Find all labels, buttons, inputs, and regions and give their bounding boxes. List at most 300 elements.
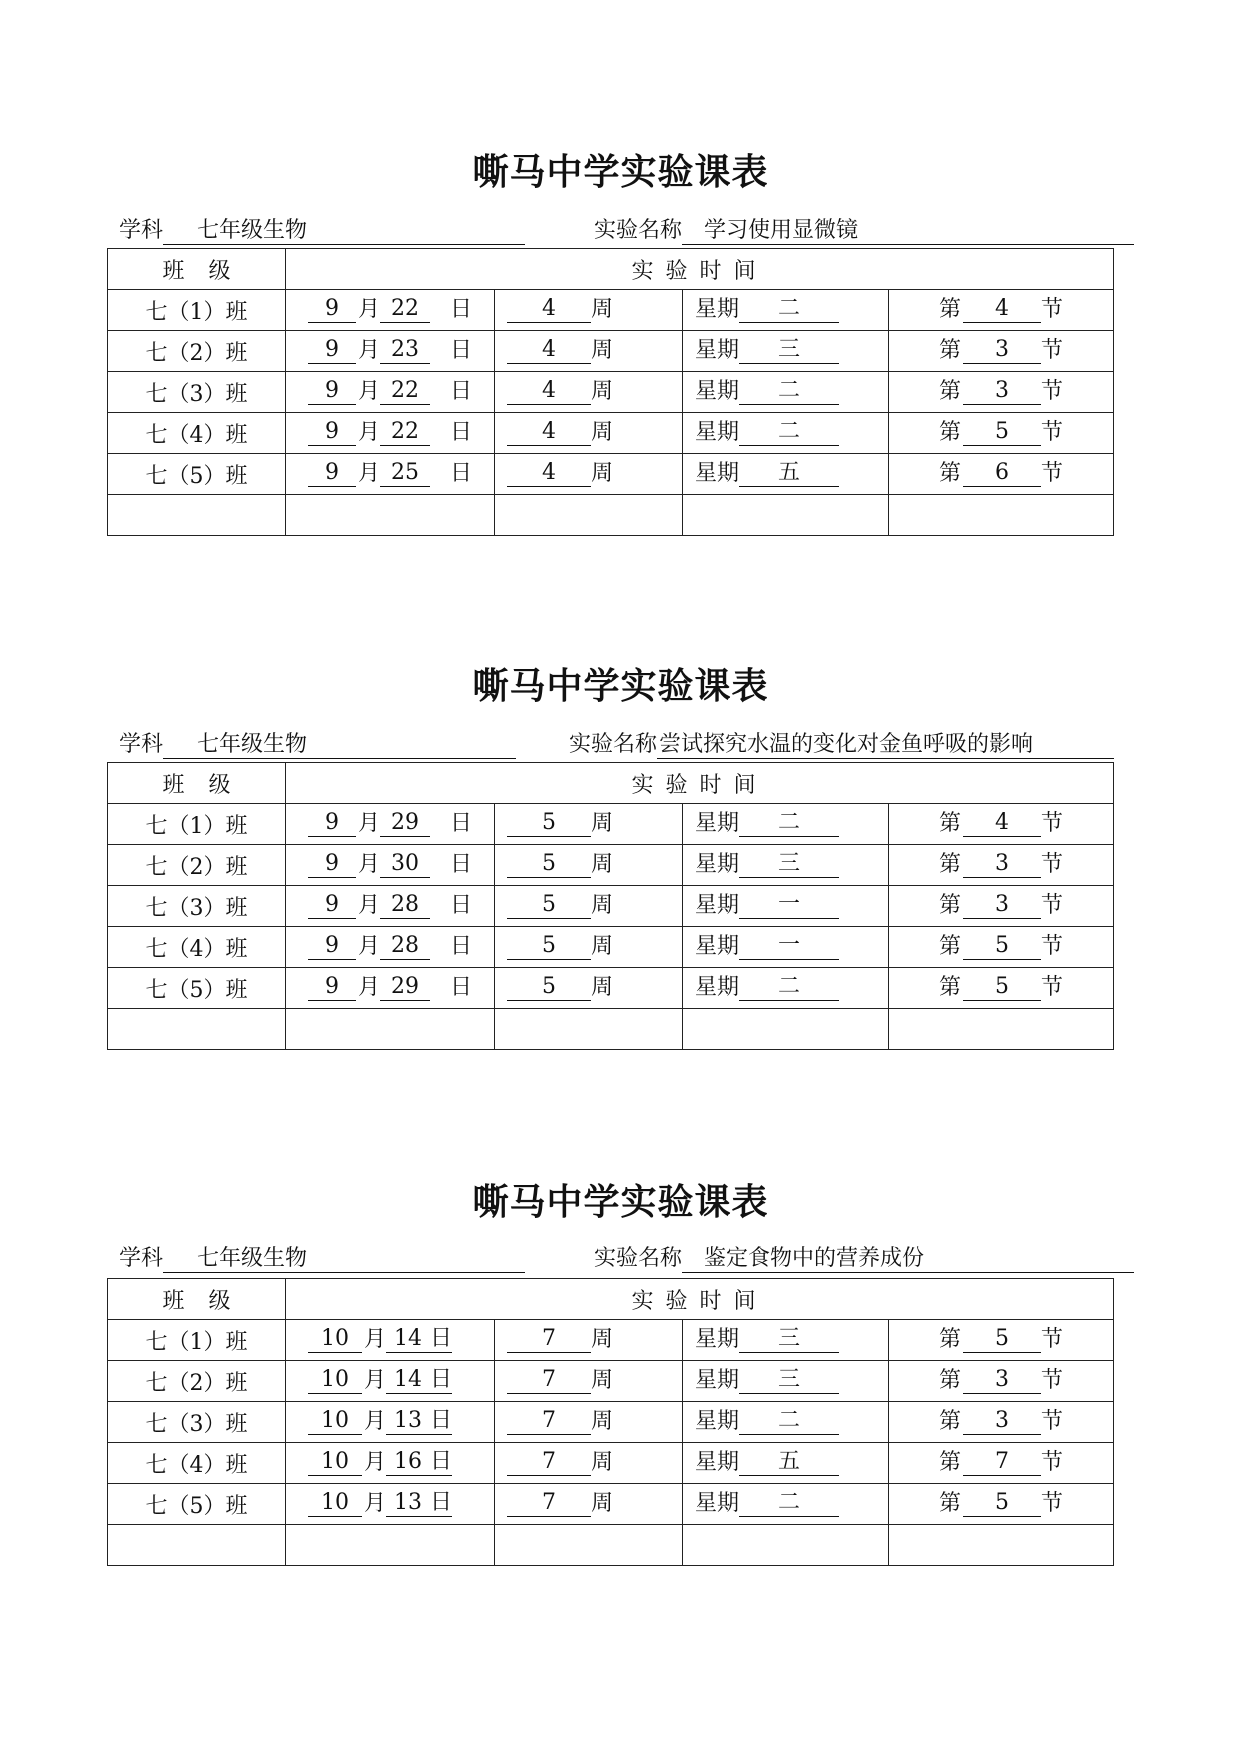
table-row <box>108 886 1114 927</box>
period-prefix: 第 <box>939 893 962 918</box>
date-cell <box>286 968 495 1009</box>
weekday-prefix: 星期 <box>695 852 740 877</box>
week-unit: 周 <box>591 934 614 959</box>
period-prefix: 第 <box>939 379 962 404</box>
period-value: 3 <box>963 1408 1041 1435</box>
period-prefix: 第 <box>939 420 962 445</box>
week-unit: 周 <box>591 379 614 404</box>
week-cell <box>495 804 683 845</box>
month-value: 9 <box>308 933 356 960</box>
week-value: 7 <box>507 1408 591 1435</box>
schedule-title: 嘶马中学实验课表 <box>472 665 769 707</box>
week-cell <box>495 845 683 886</box>
subject-line <box>119 217 525 245</box>
day-unit: 日 <box>450 338 473 363</box>
table-row <box>108 968 1114 1009</box>
date-cell <box>286 1402 495 1443</box>
subject-value: 七年级生物 <box>197 1246 308 1271</box>
header-time: 实验时间 <box>286 249 1114 290</box>
table-row <box>108 1443 1114 1484</box>
day-unit: 日 <box>430 1326 453 1351</box>
experiment-label: 实验名称 <box>594 218 683 243</box>
weekday-cell <box>683 454 889 495</box>
period-value: 4 <box>963 296 1041 323</box>
class-cell: 七（1）班 <box>108 290 286 331</box>
week-unit: 周 <box>591 461 614 486</box>
class-cell: 七（1）班 <box>108 1320 286 1361</box>
week-value: 5 <box>507 892 591 919</box>
table-row <box>108 927 1114 968</box>
empty-cell <box>683 1009 889 1050</box>
period-cell <box>889 968 1114 1009</box>
period-value: 5 <box>963 974 1041 1001</box>
weekday-prefix: 星期 <box>695 1368 740 1393</box>
class-cell: 七（2）班 <box>108 845 286 886</box>
period-value: 3 <box>963 378 1041 405</box>
weekday-prefix: 星期 <box>695 1409 740 1434</box>
week-value: 7 <box>507 1449 591 1476</box>
weekday-cell <box>683 1320 889 1361</box>
date-cell <box>286 413 495 454</box>
day-unit: 日 <box>430 1408 453 1433</box>
experiment-field <box>657 732 1114 759</box>
weekday-prefix: 星期 <box>695 461 740 486</box>
subject-label: 学科 <box>119 1246 164 1271</box>
experiment-line <box>569 731 1114 759</box>
weekday-value: 三 <box>739 1367 839 1394</box>
week-unit: 周 <box>591 1450 614 1475</box>
class-cell: 七（3）班 <box>108 1402 286 1443</box>
month-unit: 月 <box>358 420 381 445</box>
weekday-value: 二 <box>739 296 839 323</box>
empty-row <box>108 495 1114 536</box>
day-unit: 日 <box>430 1367 453 1392</box>
experiment-field <box>682 218 1134 245</box>
schedule-table <box>107 1278 1114 1566</box>
table-row <box>108 845 1114 886</box>
day-unit: 日 <box>450 934 473 959</box>
day-value: 22 <box>380 419 430 446</box>
week-cell <box>495 290 683 331</box>
period-suffix: 节 <box>1041 461 1064 486</box>
period-prefix: 第 <box>939 1368 962 1393</box>
weekday-prefix: 星期 <box>695 1450 740 1475</box>
week-cell <box>495 1443 683 1484</box>
class-cell: 七（1）班 <box>108 804 286 845</box>
week-cell <box>495 1361 683 1402</box>
period-cell <box>889 886 1114 927</box>
period-prefix: 第 <box>939 852 962 877</box>
date-cell <box>286 1443 495 1484</box>
week-unit: 周 <box>591 420 614 445</box>
weekday-prefix: 星期 <box>695 893 740 918</box>
week-cell <box>495 372 683 413</box>
week-value: 7 <box>507 1490 591 1517</box>
experiment-value: 尝试探究水温的变化对金鱼呼吸的影响 <box>659 732 1034 757</box>
month-value: 9 <box>308 419 356 446</box>
subject-value: 七年级生物 <box>197 218 308 243</box>
week-value: 7 <box>507 1326 591 1353</box>
weekday-value: 二 <box>739 1408 839 1435</box>
period-suffix: 节 <box>1041 1450 1064 1475</box>
weekday-cell <box>683 1361 889 1402</box>
empty-cell <box>683 1525 889 1566</box>
weekday-cell <box>683 845 889 886</box>
table-row <box>108 1361 1114 1402</box>
empty-cell <box>889 1525 1114 1566</box>
weekday-cell <box>683 331 889 372</box>
header-time: 实验时间 <box>286 1279 1114 1320</box>
week-unit: 周 <box>591 893 614 918</box>
month-value: 10 <box>308 1326 362 1353</box>
subject-field <box>163 1246 525 1273</box>
period-suffix: 节 <box>1041 338 1064 363</box>
subject-label: 学科 <box>119 732 164 757</box>
header-row <box>108 249 1114 290</box>
day-value: 29 <box>380 974 430 1001</box>
day-unit: 日 <box>450 461 473 486</box>
day-value: 30 <box>380 851 430 878</box>
class-cell: 七（4）班 <box>108 927 286 968</box>
empty-cell <box>108 1525 286 1566</box>
period-prefix: 第 <box>939 811 962 836</box>
period-prefix: 第 <box>939 934 962 959</box>
month-value: 9 <box>308 296 356 323</box>
month-value: 9 <box>308 810 356 837</box>
class-cell: 七（3）班 <box>108 886 286 927</box>
weekday-prefix: 星期 <box>695 338 740 363</box>
date-cell <box>286 927 495 968</box>
weekday-value: 一 <box>739 933 839 960</box>
week-cell <box>495 413 683 454</box>
weekday-cell <box>683 968 889 1009</box>
month-unit: 月 <box>358 811 381 836</box>
weekday-value: 三 <box>739 851 839 878</box>
period-cell <box>889 845 1114 886</box>
month-unit: 月 <box>358 297 381 322</box>
experiment-value: 学习使用显微镜 <box>704 218 859 243</box>
schedule-title: 嘶马中学实验课表 <box>472 151 769 193</box>
week-unit: 周 <box>591 1368 614 1393</box>
schedule-table <box>107 248 1114 536</box>
month-unit: 月 <box>358 975 381 1000</box>
class-cell: 七（4）班 <box>108 1443 286 1484</box>
week-cell <box>495 968 683 1009</box>
period-suffix: 节 <box>1041 1327 1064 1352</box>
week-value: 4 <box>507 419 591 446</box>
class-cell: 七（4）班 <box>108 413 286 454</box>
day-unit: 日 <box>450 852 473 877</box>
month-unit: 月 <box>358 338 381 363</box>
month-unit: 月 <box>364 1368 387 1393</box>
month-value: 9 <box>308 460 356 487</box>
month-value: 10 <box>308 1490 362 1517</box>
week-unit: 周 <box>591 975 614 1000</box>
month-value: 9 <box>308 851 356 878</box>
day-unit: 日 <box>450 893 473 918</box>
period-prefix: 第 <box>939 1491 962 1516</box>
week-value: 4 <box>507 296 591 323</box>
date-cell <box>286 331 495 372</box>
week-value: 5 <box>507 851 591 878</box>
week-cell <box>495 454 683 495</box>
empty-cell <box>889 495 1114 536</box>
week-unit: 周 <box>591 297 614 322</box>
weekday-cell <box>683 1484 889 1525</box>
weekday-value: 五 <box>739 460 839 487</box>
period-value: 3 <box>963 337 1041 364</box>
experiment-value: 鉴定食物中的营养成份 <box>704 1246 925 1271</box>
subject-field <box>163 218 525 245</box>
period-prefix: 第 <box>939 1409 962 1434</box>
week-unit: 周 <box>591 1409 614 1434</box>
day-value: 14 <box>386 1326 430 1353</box>
experiment-field <box>682 1246 1134 1273</box>
week-value: 5 <box>507 810 591 837</box>
period-cell <box>889 1484 1114 1525</box>
weekday-cell <box>683 927 889 968</box>
header-class: 班级 <box>108 763 286 804</box>
header-row <box>108 763 1114 804</box>
day-value: 28 <box>380 933 430 960</box>
week-cell <box>495 886 683 927</box>
weekday-value: 一 <box>739 892 839 919</box>
header-class: 班级 <box>108 1279 286 1320</box>
empty-cell <box>108 495 286 536</box>
day-unit: 日 <box>430 1449 453 1474</box>
table-row <box>108 331 1114 372</box>
week-unit: 周 <box>591 1327 614 1352</box>
subject-line <box>119 731 516 759</box>
day-value: 28 <box>380 892 430 919</box>
experiment-line <box>594 217 1134 245</box>
day-unit: 日 <box>450 975 473 1000</box>
period-value: 5 <box>963 933 1041 960</box>
weekday-cell <box>683 804 889 845</box>
weekday-prefix: 星期 <box>695 975 740 1000</box>
weekday-value: 二 <box>739 378 839 405</box>
weekday-cell <box>683 290 889 331</box>
month-value: 9 <box>308 974 356 1001</box>
weekday-prefix: 星期 <box>695 1327 740 1352</box>
date-cell <box>286 886 495 927</box>
month-unit: 月 <box>364 1450 387 1475</box>
period-cell <box>889 290 1114 331</box>
empty-cell <box>286 1525 495 1566</box>
day-value: 29 <box>380 810 430 837</box>
class-cell: 七（3）班 <box>108 372 286 413</box>
schedule-table <box>107 762 1114 1050</box>
period-suffix: 节 <box>1041 1368 1064 1393</box>
month-value: 9 <box>308 337 356 364</box>
month-value: 9 <box>308 892 356 919</box>
weekday-value: 三 <box>739 1326 839 1353</box>
header-row <box>108 1279 1114 1320</box>
day-value: 23 <box>380 337 430 364</box>
month-value: 10 <box>308 1367 362 1394</box>
class-cell: 七（2）班 <box>108 331 286 372</box>
empty-cell <box>286 495 495 536</box>
table-row <box>108 372 1114 413</box>
experiment-label: 实验名称 <box>569 732 658 757</box>
empty-cell <box>495 495 683 536</box>
date-cell <box>286 372 495 413</box>
month-unit: 月 <box>358 893 381 918</box>
period-value: 5 <box>963 419 1041 446</box>
weekday-cell <box>683 1443 889 1484</box>
date-cell <box>286 1361 495 1402</box>
weekday-value: 二 <box>739 1490 839 1517</box>
week-value: 7 <box>507 1367 591 1394</box>
weekday-value: 三 <box>739 337 839 364</box>
period-prefix: 第 <box>939 1450 962 1475</box>
empty-cell <box>683 495 889 536</box>
class-cell: 七（5）班 <box>108 454 286 495</box>
week-value: 5 <box>507 974 591 1001</box>
subject-label: 学科 <box>119 218 164 243</box>
empty-cell <box>495 1009 683 1050</box>
period-suffix: 节 <box>1041 852 1064 877</box>
weekday-prefix: 星期 <box>695 811 740 836</box>
month-unit: 月 <box>358 934 381 959</box>
day-value: 13 <box>386 1490 430 1517</box>
table-row <box>108 1320 1114 1361</box>
month-value: 10 <box>308 1449 362 1476</box>
period-cell <box>889 1320 1114 1361</box>
experiment-line <box>594 1245 1134 1273</box>
day-value: 22 <box>380 296 430 323</box>
week-cell <box>495 927 683 968</box>
period-cell <box>889 927 1114 968</box>
schedule-title: 嘶马中学实验课表 <box>472 1181 769 1223</box>
table-row <box>108 1484 1114 1525</box>
table-row <box>108 290 1114 331</box>
period-suffix: 节 <box>1041 297 1064 322</box>
period-cell <box>889 413 1114 454</box>
weekday-value: 二 <box>739 810 839 837</box>
experiment-label: 实验名称 <box>594 1246 683 1271</box>
period-value: 3 <box>963 1367 1041 1394</box>
date-cell <box>286 454 495 495</box>
day-unit: 日 <box>450 297 473 322</box>
subject-value: 七年级生物 <box>197 732 308 757</box>
weekday-cell <box>683 413 889 454</box>
period-prefix: 第 <box>939 461 962 486</box>
month-value: 10 <box>308 1408 362 1435</box>
week-value: 4 <box>507 378 591 405</box>
week-value: 5 <box>507 933 591 960</box>
period-suffix: 节 <box>1041 379 1064 404</box>
period-cell <box>889 1361 1114 1402</box>
week-unit: 周 <box>591 811 614 836</box>
period-prefix: 第 <box>939 975 962 1000</box>
weekday-cell <box>683 886 889 927</box>
period-cell <box>889 372 1114 413</box>
weekday-prefix: 星期 <box>695 420 740 445</box>
period-suffix: 节 <box>1041 1491 1064 1516</box>
period-value: 4 <box>963 810 1041 837</box>
period-value: 3 <box>963 892 1041 919</box>
weekday-prefix: 星期 <box>695 1491 740 1516</box>
date-cell <box>286 845 495 886</box>
day-unit: 日 <box>450 420 473 445</box>
weekday-prefix: 星期 <box>695 934 740 959</box>
period-prefix: 第 <box>939 338 962 363</box>
week-unit: 周 <box>591 852 614 877</box>
month-unit: 月 <box>364 1409 387 1434</box>
week-unit: 周 <box>591 1491 614 1516</box>
table-row <box>108 413 1114 454</box>
day-unit: 日 <box>430 1490 453 1515</box>
month-unit: 月 <box>358 379 381 404</box>
class-cell: 七（5）班 <box>108 1484 286 1525</box>
table-row <box>108 804 1114 845</box>
period-suffix: 节 <box>1041 811 1064 836</box>
period-suffix: 节 <box>1041 893 1064 918</box>
weekday-cell <box>683 372 889 413</box>
class-cell: 七（5）班 <box>108 968 286 1009</box>
period-cell <box>889 1402 1114 1443</box>
week-cell <box>495 331 683 372</box>
day-value: 13 <box>386 1408 430 1435</box>
day-value: 25 <box>380 460 430 487</box>
empty-cell <box>889 1009 1114 1050</box>
week-cell <box>495 1402 683 1443</box>
period-suffix: 节 <box>1041 975 1064 1000</box>
date-cell <box>286 1320 495 1361</box>
period-cell <box>889 1443 1114 1484</box>
week-value: 4 <box>507 337 591 364</box>
week-value: 4 <box>507 460 591 487</box>
day-value: 22 <box>380 378 430 405</box>
date-cell <box>286 1484 495 1525</box>
day-value: 16 <box>386 1449 430 1476</box>
month-unit: 月 <box>358 461 381 486</box>
empty-row <box>108 1009 1114 1050</box>
weekday-cell <box>683 1402 889 1443</box>
class-cell: 七（2）班 <box>108 1361 286 1402</box>
day-value: 14 <box>386 1367 430 1394</box>
period-prefix: 第 <box>939 297 962 322</box>
month-unit: 月 <box>364 1491 387 1516</box>
month-value: 9 <box>308 378 356 405</box>
weekday-prefix: 星期 <box>695 379 740 404</box>
period-cell <box>889 804 1114 845</box>
empty-cell <box>495 1525 683 1566</box>
subject-field <box>163 732 516 759</box>
header-class: 班级 <box>108 249 286 290</box>
period-value: 6 <box>963 460 1041 487</box>
weekday-value: 二 <box>739 974 839 1001</box>
date-cell <box>286 804 495 845</box>
period-value: 5 <box>963 1326 1041 1353</box>
weekday-value: 二 <box>739 419 839 446</box>
week-unit: 周 <box>591 338 614 363</box>
weekday-value: 五 <box>739 1449 839 1476</box>
week-cell <box>495 1484 683 1525</box>
table-row <box>108 454 1114 495</box>
month-unit: 月 <box>364 1327 387 1352</box>
period-value: 5 <box>963 1490 1041 1517</box>
period-prefix: 第 <box>939 1327 962 1352</box>
period-cell <box>889 331 1114 372</box>
date-cell <box>286 290 495 331</box>
period-suffix: 节 <box>1041 420 1064 445</box>
header-time: 实验时间 <box>286 763 1114 804</box>
period-suffix: 节 <box>1041 934 1064 959</box>
weekday-prefix: 星期 <box>695 297 740 322</box>
day-unit: 日 <box>450 811 473 836</box>
